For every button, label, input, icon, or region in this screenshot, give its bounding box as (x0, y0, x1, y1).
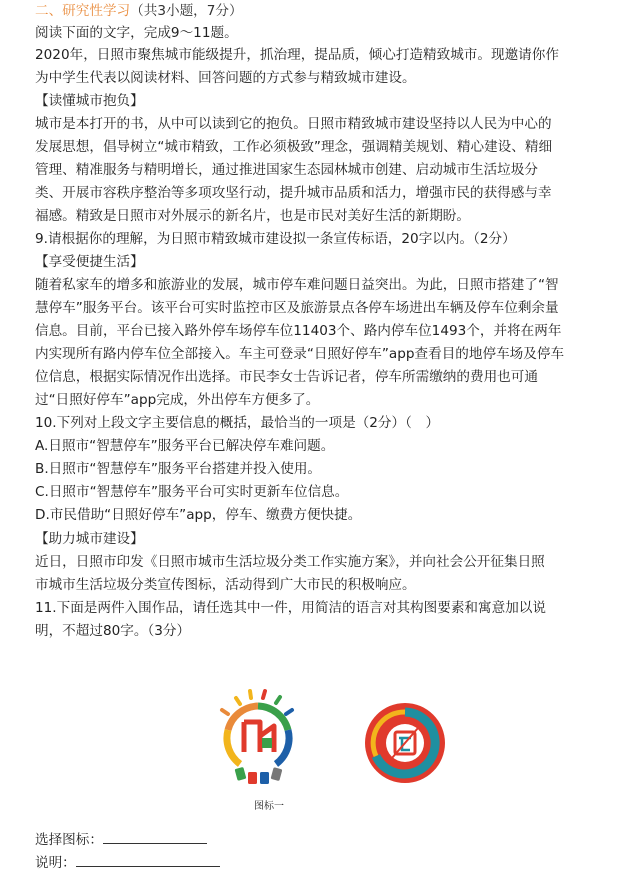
paragraph-line: 随着私家车的增多和旅游业的发展，城市停车难问题日益突出。为此，日照市搭建了“智 (35, 277, 559, 293)
explain-blank[interactable] (76, 852, 220, 867)
choose-blank[interactable] (103, 829, 207, 844)
question-11-cont: 明，不超过80字。（3分） (35, 623, 191, 639)
paragraph-line: 为中学生代表以阅读材料、回答问题的方式参与精致城市建设。 (35, 70, 416, 86)
answer-explain-row (35, 852, 220, 874)
paragraph-line: 近日，日照市印发《日照市城市生活垃圾分类工作实施方案》，并向社会公开征集日照 (35, 554, 545, 570)
paragraph-line: 信息。目前，平台已接入路外停车场停车位11403个、路内停车位1493个，并将在两年 (35, 323, 562, 339)
subsection-heading: 【读懂城市抱负】 (35, 93, 144, 109)
choose-label: 选择图标： (35, 832, 103, 848)
explain-label: 说明： (35, 855, 76, 871)
option-a: A.日照市“智慧停车”服务平台已解决停车难问题。 (35, 438, 335, 454)
paragraph-line: 过“日照好停车”app完成，外出停车方便多了。 (35, 392, 320, 408)
paragraph-line: 城市是本打开的书，从中可以读到它的抱负。日照市精致城市建设坚持以人民为中心的 (35, 116, 552, 132)
option-c: C.日照市“智慧停车”服务平台可实时更新车位信息。 (35, 484, 349, 500)
paragraph-line: 内实现所有路内停车位全部接入。车主可登录“日照好停车”app查看目的地停车场及停车 (35, 346, 565, 362)
section-heading (35, 0, 243, 22)
paragraph-line: 慧停车”服务平台。该平台可实时监控市区及旅游景点各停车场进出车辆及停车位剩余量 (35, 300, 559, 316)
section-meta: （共3小题，7分） (130, 3, 243, 19)
paragraph-line: 类、开展市容秩序整治等多项攻坚行动，提升城市品质和活力，增强市民的获得感与幸 (35, 185, 552, 201)
paragraph-line: 市城市生活垃圾分类宣传图标，活动得到广大市民的积极响应。 (35, 577, 416, 593)
question-10: 10.下列对上段文字主要信息的概括，最恰当的一项是（2分）（ ） (35, 415, 440, 431)
paragraph-line: 发展思想，倡导树立“城市精致，工作必须极致”理念，强调精美规划、精心建设、精细 (35, 139, 553, 155)
subsection-heading: 【助力城市建设】 (35, 531, 144, 547)
question-9: 9.请根据你的理解，为日照市精致城市建设拟一条宣传标语，20字以内。（2分） (35, 231, 516, 247)
question-11: 11.下面是两件入围作品，请任选其中一件，用简洁的语言对其构图要素和寓意加以说 (35, 600, 546, 616)
option-b: B.日照市“智慧停车”服务平台搭建并投入使用。 (35, 461, 322, 477)
instruction-line: 阅读下面的文字，完成9～11题。 (35, 25, 238, 41)
paragraph-line: 福感。精致是日照市对外展示的新名片，也是市民对美好生活的新期盼。 (35, 208, 470, 224)
paragraph-line: 管理、精准服务与精明增长，通过推进国家生态园林城市创建、启动城市生活垃圾分 (35, 162, 538, 178)
answer-choose-row (35, 829, 207, 851)
emblem-two-icon (362, 700, 448, 786)
figure-one-caption: 图标一 (254, 801, 284, 812)
paragraph-line: 位信息，根据实际情况作出选择。市民李女士告诉记者，停车所需缴纳的费用也可通 (35, 369, 538, 385)
subsection-heading: 【享受便捷生活】 (35, 254, 144, 270)
emblem-one-icon (210, 688, 306, 796)
section-title: 二、研究性学习 (35, 3, 131, 19)
option-d: D.市民借助“日照好停车”app，停车、缴费方便快捷。 (35, 507, 362, 523)
paragraph-line: 2020年，日照市聚焦城市能级提升，抓治理，提品质，倾心打造精致城市。现邀请你作 (35, 47, 559, 63)
